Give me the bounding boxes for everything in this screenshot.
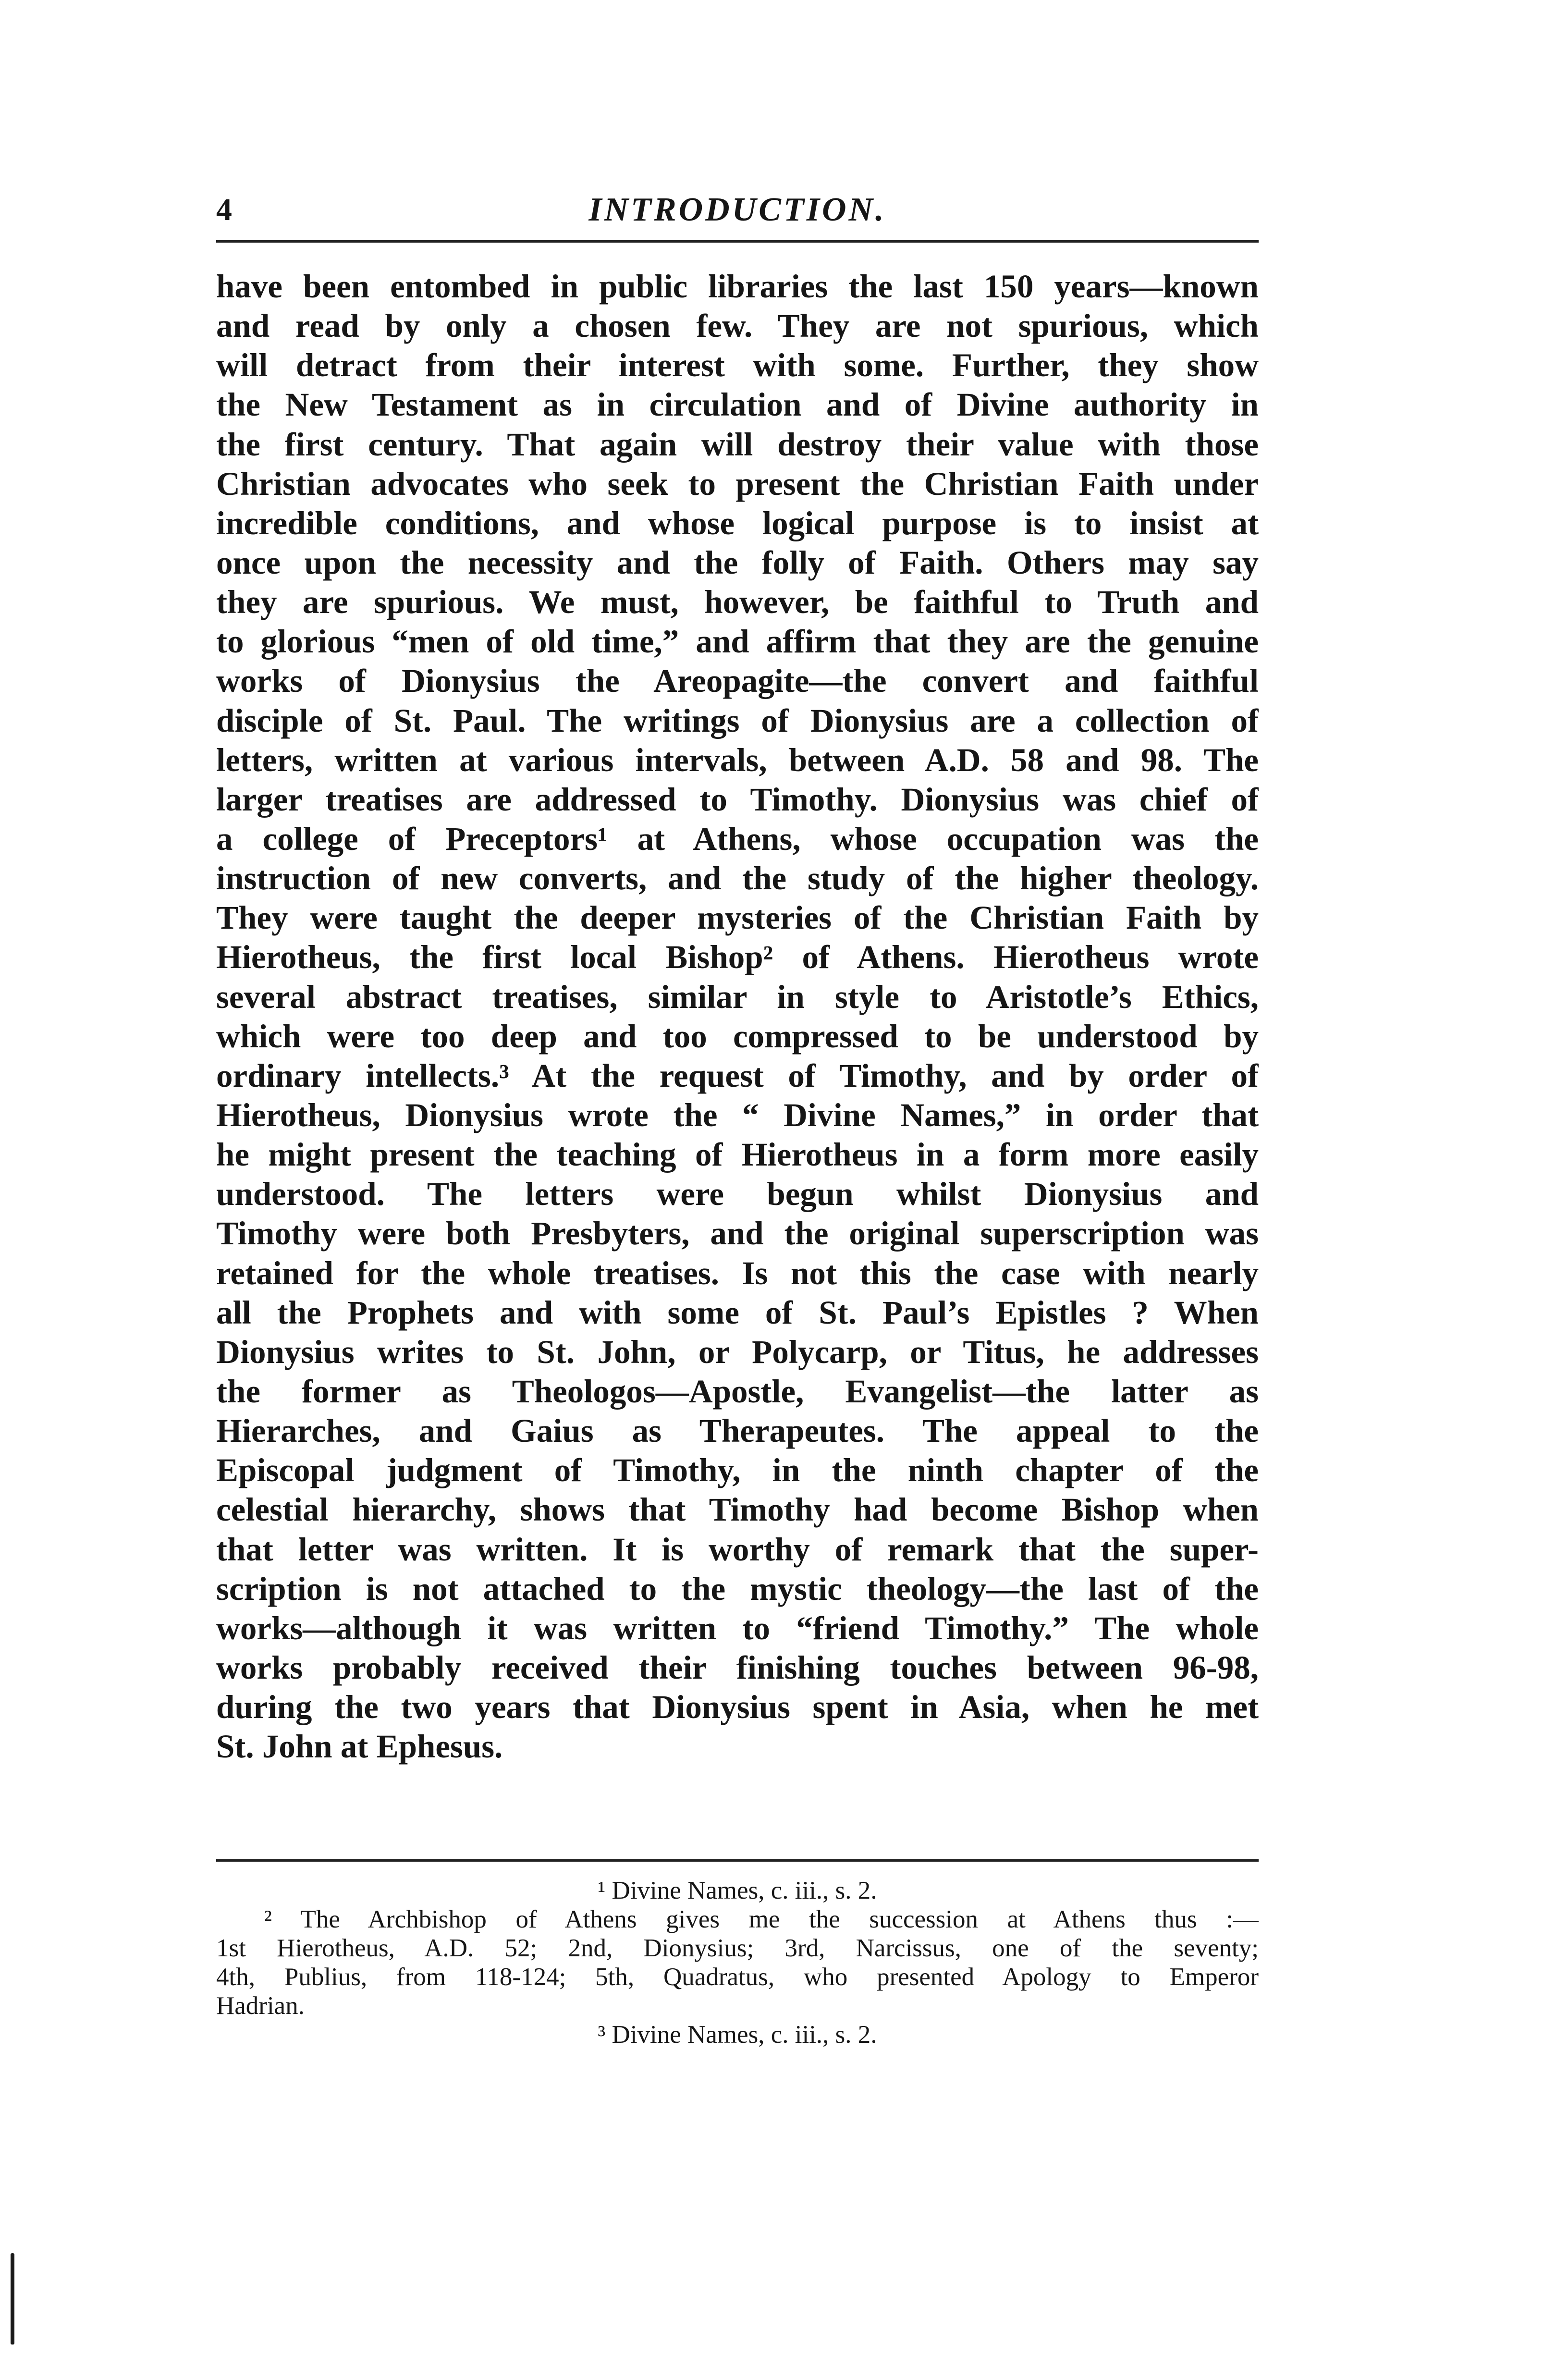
body-line: understood. The letters were begun whilst Dionysius and bbox=[216, 1176, 1259, 1213]
body-line: scription is not attached to the mystic theology—the last of the bbox=[216, 1570, 1259, 1607]
body-text bbox=[216, 267, 1259, 1766]
running-head: INTRODUCTION. bbox=[588, 191, 886, 228]
body-line: a college of Preceptors¹ at Athens, whose occupation was the bbox=[216, 820, 1259, 857]
body-line: Hierotheus, the first local Bishop² of Athens. Hierotheus wrote bbox=[216, 939, 1259, 976]
body-line: Christian advocates who seek to present the Christian Faith under bbox=[216, 465, 1259, 502]
footnote-2-line: Hadrian. bbox=[216, 1992, 305, 2020]
footnotes bbox=[216, 1876, 1259, 2049]
body-line: several abstract treatises, similar in style to Aristotle’s Ethics, bbox=[216, 978, 1259, 1015]
body-line: he might present the teaching of Hierotheus in a form more easily bbox=[216, 1136, 1259, 1173]
body-line: works probably received their finishing touches between 96-98, bbox=[216, 1649, 1259, 1686]
footnote-2-line: 4th, Publius, from 118-124; 5th, Quadratus, who presented Apology to Emperor bbox=[216, 1963, 1259, 1991]
footnote-2-line: 1st Hierotheus, A.D. 52; 2nd, Dionysius; 3rd, Narcissus, one of the seventy; bbox=[216, 1934, 1259, 1962]
body-line: larger treatises are addressed to Timothy. Dionysius was chief of bbox=[216, 781, 1259, 818]
body-line: They were taught the deeper mysteries of the Christian Faith by bbox=[216, 899, 1259, 936]
body-line: the first century. That again will destroy their value with those bbox=[216, 426, 1259, 463]
body-line: which were too deep and too compressed to be understood by bbox=[216, 1018, 1259, 1055]
body-line: Hierarches, and Gaius as Therapeutes. The appeal to the bbox=[216, 1412, 1259, 1449]
body-line: incredible conditions, and whose logical purpose is to insist at bbox=[216, 504, 1259, 541]
footnote-rule bbox=[216, 1859, 1259, 1862]
body-line: the former as Theologos—Apostle, Evangelist—the latter as bbox=[216, 1373, 1259, 1410]
body-line: the New Testament as in circulation and of Divine authority in bbox=[216, 386, 1259, 423]
footnote-1: ¹ Divine Names, c. iii., s. 2. bbox=[598, 1877, 877, 1904]
body-line: letters, written at various intervals, between A.D. 58 and 98. The bbox=[216, 741, 1259, 778]
body-line: and read by only a chosen few. They are not spurious, which bbox=[216, 307, 1259, 344]
header-rule bbox=[216, 240, 1259, 243]
body-line: that letter was written. It is worthy of remark that the super- bbox=[216, 1531, 1259, 1568]
page-number: 4 bbox=[216, 192, 232, 227]
body-line: ordinary intellects.³ At the request of Timothy, and by order of bbox=[216, 1057, 1259, 1094]
body-line: St. John at Ephesus. bbox=[216, 1728, 503, 1765]
body-line: during the two years that Dionysius spent in Asia, when he met bbox=[216, 1689, 1259, 1726]
body-line: works of Dionysius the Areopagite—the convert and faithful bbox=[216, 663, 1259, 700]
body-line: all the Prophets and with some of St. Paul’s Epistles ? When bbox=[216, 1294, 1259, 1331]
body-line: Timothy were both Presbyters, and the original superscription was bbox=[216, 1215, 1259, 1252]
page-header bbox=[216, 188, 1259, 241]
body-line: Hierotheus, Dionysius wrote the “ Divine Names,” in order that bbox=[216, 1096, 1259, 1133]
body-line: will detract from their interest with some. Further, they show bbox=[216, 347, 1259, 384]
body-line: they are spurious. We must, however, be faithful to Truth and bbox=[216, 584, 1259, 621]
footnote-3: ³ Divine Names, c. iii., s. 2. bbox=[598, 2021, 877, 2049]
body-line: Episcopal judgment of Timothy, in the ninth chapter of the bbox=[216, 1452, 1259, 1489]
footnote-2-line: ² The Archbishop of Athens gives me the succession at Athens thus :— bbox=[264, 1905, 1259, 1933]
scan-margin-mark bbox=[11, 2253, 14, 2345]
body-line: works—although it was written to “friend Timothy.” The whole bbox=[216, 1609, 1259, 1646]
body-line: instruction of new converts, and the study of the higher theology. bbox=[216, 860, 1259, 897]
body-line: Dionysius writes to St. John, or Polycarp, or Titus, he addresses bbox=[216, 1333, 1259, 1370]
body-line: once upon the necessity and the folly of Faith. Others may say bbox=[216, 544, 1259, 581]
body-line: have been entombed in public libraries the last 150 years—known bbox=[216, 268, 1259, 305]
body-line: disciple of St. Paul. The writings of Dionysius are a collection of bbox=[216, 702, 1259, 739]
body-line: retained for the whole treatises. Is not this the case with nearly bbox=[216, 1254, 1259, 1291]
body-line: to glorious “men of old time,” and affirm that they are the genuine bbox=[216, 623, 1259, 660]
body-line: celestial hierarchy, shows that Timothy had become Bishop when bbox=[216, 1491, 1259, 1528]
